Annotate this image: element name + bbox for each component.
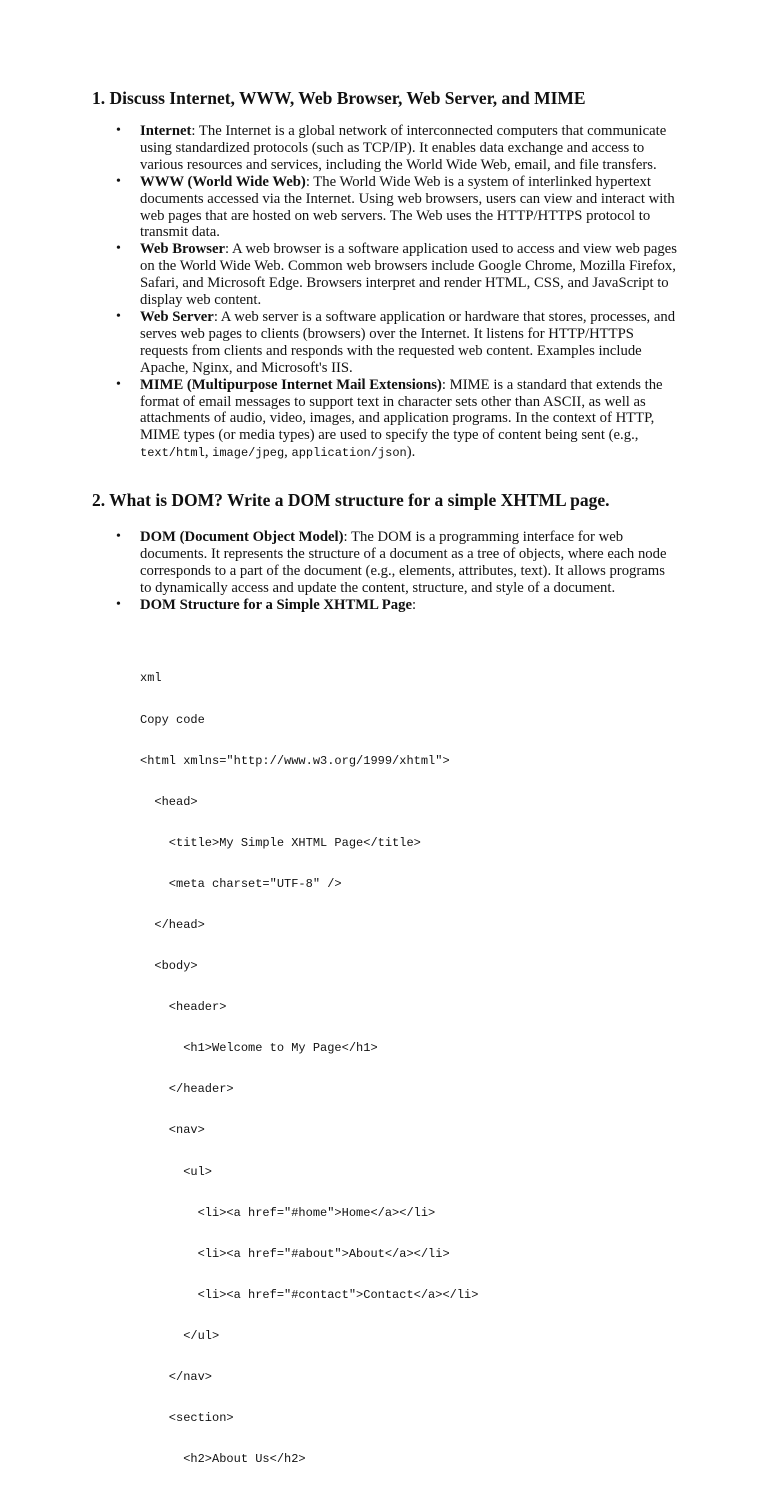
- term-description: : A web server is a software application or hardware that stores, processes, and serves web pages to clients (browsers) over the Internet. It listens for HTTP/HTTPS requests from clients and responds with the requested web content. Examples include Apache, Nginx, and Microsoft's IIS.: [140, 308, 676, 376]
- code-line: </head>: [140, 917, 205, 932]
- bullet-icon: •: [116, 596, 121, 612]
- code-line: <header>: [140, 1000, 227, 1015]
- inline-code-text-html: text/html: [140, 446, 205, 461]
- inline-code-application-json: application/json: [291, 446, 407, 461]
- term-label: DOM (Document Object Model): [140, 529, 344, 545]
- code-line: <title>My Simple XHTML Page</title>: [140, 835, 421, 850]
- code-line: </header>: [140, 1082, 234, 1097]
- list-item-mime: [116, 376, 680, 463]
- term-label: Web Browser: [140, 241, 225, 258]
- code-line: <section>: [140, 1411, 234, 1426]
- term-label: Web Server: [140, 308, 214, 325]
- bullet-icon: •: [116, 376, 121, 392]
- code-line: </nav>: [140, 1370, 213, 1384]
- code-line: <h2>About Us</h2>: [140, 1452, 306, 1467]
- term-description: : MIME is a standard that extends the format of email messages to support text in character sets other than ASCII, as well as attachments of audio, video, images, and application programs. In the context of HTTP, MIME types (or media types) are used to specify the type of content being sent (e.g.,: [140, 376, 663, 444]
- term-description: : The DOM is a programming interface for web documents. It represents the structure of a document as a tree of objects, where each node corresponds to a part of the document (e.g., elements, attributes, text). It allows programs to dynamically access and update the content, structure, and style of a document.: [140, 529, 667, 596]
- code-line: <html xmlns="http://www.w3.org/1999/xhtml">: [140, 753, 450, 768]
- code-line: <li><a href="#contact">Contact</a></li>: [140, 1287, 479, 1302]
- separator: ,: [284, 444, 292, 461]
- section-1-heading: 1. Discuss Internet, WWW, Web Browser, Web Server, and MIME: [92, 88, 586, 108]
- separator: ,: [204, 444, 213, 461]
- list-item-web-server: [116, 308, 680, 377]
- section-1-list: [116, 123, 680, 462]
- code-language-label: xml: [140, 671, 162, 686]
- code-line: <body>: [140, 959, 198, 974]
- bullet-icon: •: [116, 173, 121, 189]
- list-item-web-browser: [116, 241, 680, 309]
- code-block: [140, 645, 478, 1494]
- section-2-heading: 2. What is DOM? Write a DOM structure for a simple XHTML page.: [92, 490, 610, 510]
- section-2-list: [116, 529, 680, 614]
- bullet-icon: •: [116, 529, 121, 544]
- term-label: WWW (World Wide Web): [140, 173, 306, 190]
- code-line: <nav>: [140, 1123, 205, 1138]
- term-label: MIME (Multipurpose Internet Mail Extensions): [140, 376, 442, 393]
- list-item-www: [116, 173, 680, 242]
- inline-code-image-jpeg: image/jpeg: [212, 446, 285, 461]
- code-line: <li><a href="#home">Home</a></li>: [140, 1205, 436, 1220]
- closing-text: ).: [406, 444, 416, 461]
- code-line: <meta charset="UTF-8" />: [140, 876, 342, 891]
- term-description: : A web browser is a software application used to access and view web pages on the World Wide Web. Common web browsers include Google Chrome, Mozilla Firefox, Safari, and Microsoft Edge. Browsers interpret and render HTML, CSS, and JavaScript to display web content.: [140, 241, 677, 309]
- code-line: <h1>Welcome to My Page</h1>: [140, 1041, 378, 1056]
- code-line: <li><a href="#about">About</a></li>: [140, 1246, 450, 1261]
- term-label: DOM Structure for a Simple XHTML Page: [140, 596, 412, 613]
- term-description: :: [411, 596, 417, 613]
- code-line: </ul>: [140, 1328, 220, 1343]
- bullet-icon: •: [116, 241, 121, 257]
- list-item-internet: [116, 123, 680, 174]
- list-item-dom: [116, 529, 680, 597]
- code-line: <ul>: [140, 1164, 213, 1179]
- bullet-icon: •: [116, 123, 121, 138]
- term-description: : The World Wide Web is a system of interlinked hypertext documents accessed via the Internet. Using web browsers, users can view and interact with web pages that are hosted on web servers. The Web uses the HTTP/HTTPS protocol to transmit data.: [140, 173, 675, 241]
- term-description: : The Internet is a global network of interconnected computers that communicate using standardized protocols (such as TCP/IP). It enables data exchange and access to various resources and services, including the World Wide Web, email, and file transfers.: [140, 123, 667, 173]
- copy-code-label: Copy code: [140, 712, 205, 727]
- term-label: Internet: [140, 123, 192, 139]
- code-line: <head>: [140, 794, 198, 809]
- list-item-dom-structure: [116, 596, 680, 614]
- bullet-icon: •: [116, 308, 121, 324]
